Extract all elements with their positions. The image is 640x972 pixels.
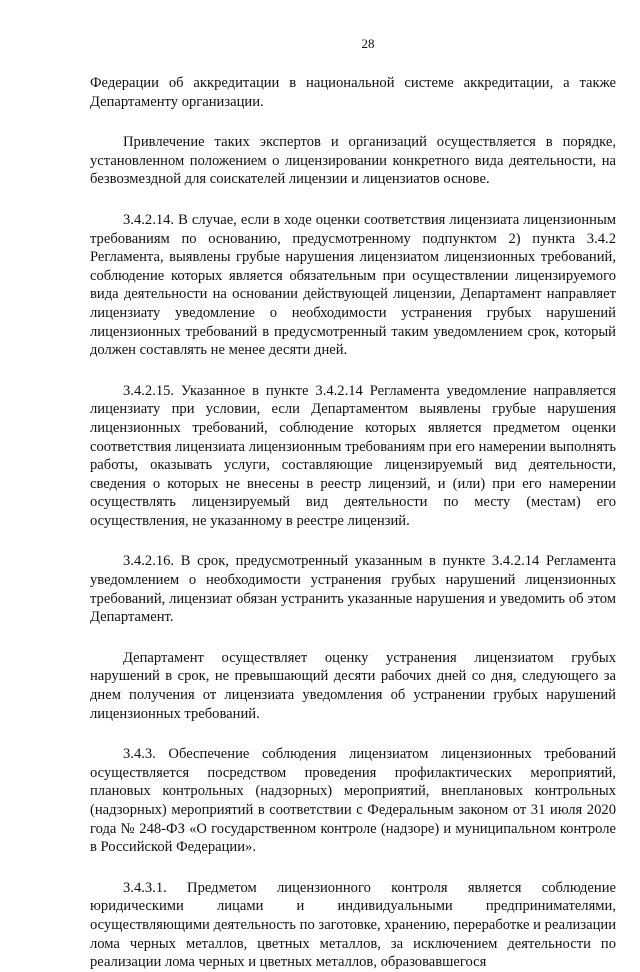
- page-number: 28: [361, 36, 375, 51]
- paragraph-experts: Привлечение таких экспертов и организаций осуществляется в порядке, установленном положением о лицензировании конкретного вида деятельности, на безвозмездной для соискателей лицензии и лицензиатов основе.: [90, 134, 616, 188]
- paragraph-3-4-2-15: 3.4.2.15. Указанное в пункте 3.4.2.14 Регламента уведомление направляется лицензиату при условии, если Департаментом выявлены грубые нарушения лицензионных требований, соблюдение которых является предметом оценки соответствия лицензиата лицензионным требованиям при его намерении выполнять работы, оказывать услуги, составляющие лицензируемый вид деятельности, сведения о которых не внесены в реестр лицензий, и (или) при его намерении осуществлять лицензируемый вид деятельности по месту (местам) его осуществления, не указанному в реестре лицензий.: [90, 382, 616, 529]
- paragraph-continuation: Федерации об аккредитации в национальной системе аккредитации, а также Департаменту организации.: [90, 75, 616, 110]
- paragraph-3-4-3-1: 3.4.3.1. Предметом лицензионного контроля является соблюдение юридическими лицами и индивидуальными предпринимателями, осуществляющими деятельность по заготовке, хранению, переработке и реализации лома черных металлов, цветных металлов, за исключением деятельности по реализации лома черных и цветных металлов, образовавшегося: [90, 879, 616, 971]
- paragraph-3-4-2-16: 3.4.2.16. В срок, предусмотренный указанным в пункте 3.4.2.14 Регламента уведомлением о необходимости устранения грубых нарушений лицензионных требований, лицензиат обязан устранить указанные нарушения и уведомить об этом Департамент.: [90, 553, 616, 626]
- paragraph-assessment: Департамент осуществляет оценку устранения лицензиатом грубых нарушений в срок, не превышающий десяти рабочих дней со дня, следующего за днем получения от лицензиата уведомления об устранении грубых нарушений лицензионных требований.: [90, 649, 616, 722]
- paragraph-3-4-3: 3.4.3. Обеспечение соблюдения лицензиатом лицензионных требований осуществляется посредством проведения профилактических мероприятий, плановых контрольных (надзорных) мероприятий, внеплановых контрольных (надзорных) мероприятий в соответствии с Федеральным законом от 31 июля 2020 года № 248-ФЗ «О государственном контроле (надзоре) и муниципальном контроле в Российской Федерации».: [90, 746, 616, 856]
- paragraph-3-4-2-14: 3.4.2.14. В случае, если в ходе оценки соответствия лицензиата лицензионным требованиям по основанию, предусмотренному подпунктом 2) пункта 3.4.2 Регламента, выявлены грубые нарушения лицензиатом лицензионных требований, соблюдение которых является обязательным при осуществлении лицензируемого вида деятельности на основании действующей лицензии, Департамент направляет лицензиату уведомление о необходимости устранения грубых нарушений лицензионных требований в предусмотренный таким уведомлением срок, который должен составлять не менее десяти дней.: [90, 211, 616, 359]
